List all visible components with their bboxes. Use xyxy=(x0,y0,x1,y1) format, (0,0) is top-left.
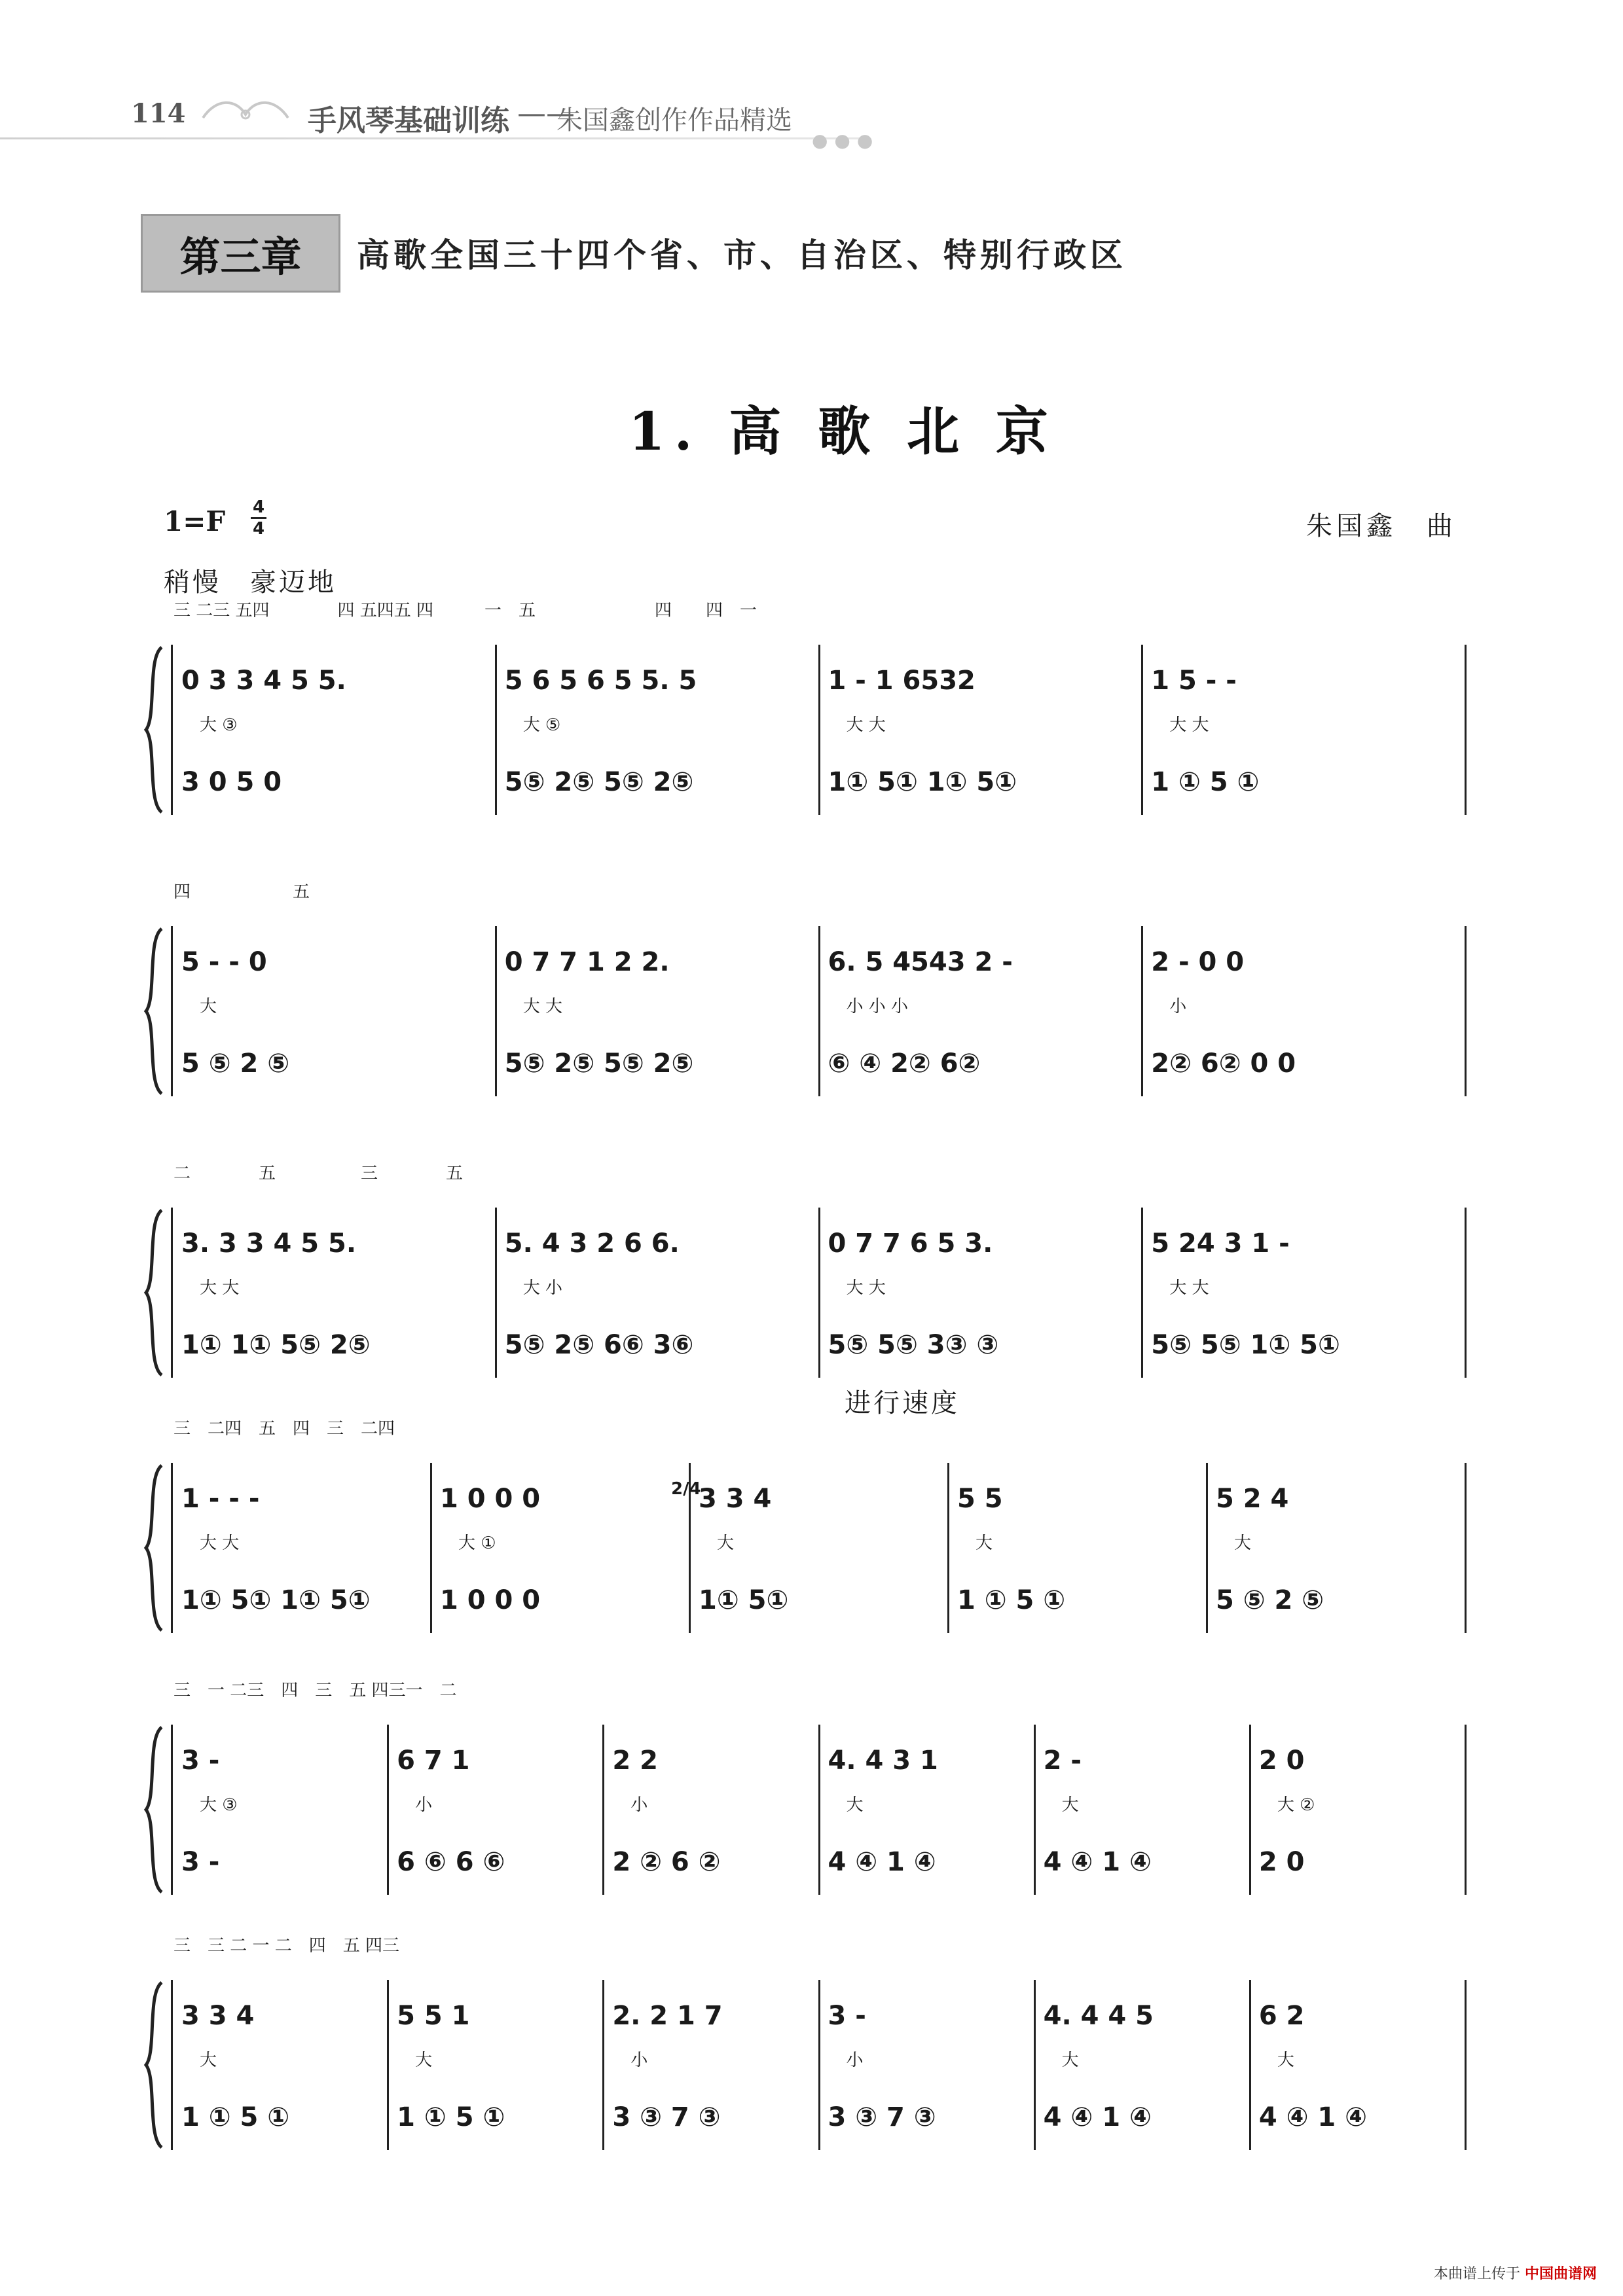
bass-register-label: 大 大 xyxy=(200,1278,240,1298)
fingering-line: 三 二三 五四 四 五四五 四 一 五 四 四 一 xyxy=(173,601,757,620)
system-start-barline xyxy=(171,1208,173,1378)
header-dots: ●●● xyxy=(812,130,880,151)
bass-register-label: 大 大 xyxy=(846,715,886,735)
system-start-barline xyxy=(171,645,173,815)
bass-register-label: 大 ③ xyxy=(200,715,238,735)
bass-register-label: 大 xyxy=(200,2051,217,2070)
score-system xyxy=(0,1164,1623,1360)
tempo-change: 进行速度 xyxy=(845,1388,960,1418)
system-brace xyxy=(141,1980,167,2150)
bass-measure: 5⑤ 2⑤ 6⑥ 3⑥ xyxy=(504,1330,694,1360)
score-system xyxy=(0,1419,1623,1615)
system-start-barline xyxy=(171,1980,173,2150)
bass-register-label: 小 xyxy=(630,2051,648,2070)
chapter-title: 高歌全国三十四个省、市、自治区、特别行政区 xyxy=(357,236,1127,274)
score-system xyxy=(0,1936,1623,2132)
treble-measure: 1 0 0 0 xyxy=(440,1484,541,1514)
page-number: 114 xyxy=(131,98,186,129)
treble-measure: 5 5 1 xyxy=(397,2001,470,2031)
treble-measure: 3 - xyxy=(828,2001,866,2031)
bass-register-label: 大 大 xyxy=(1169,1278,1209,1298)
treble-measure: 3. 3 3 4 5 5. xyxy=(181,1229,357,1259)
bass-measure: 1 ① 5 ① xyxy=(397,2102,505,2132)
treble-measure: 2. 2 1 7 xyxy=(612,2001,723,2031)
footer-site: 中国曲谱网 xyxy=(1524,2266,1597,2282)
bass-register-label: 大 xyxy=(717,1534,735,1553)
header-rule xyxy=(0,137,864,139)
time-sig-denominator: 4 xyxy=(252,519,265,539)
barline xyxy=(387,1725,389,1895)
tempo-marking: 稍慢 豪迈地 xyxy=(164,567,337,598)
bass-register-label: 小 xyxy=(630,1795,648,1815)
treble-measure: 6 2 xyxy=(1258,2001,1305,2031)
bass-measure: 5⑤ 5⑤ 3③ ③ xyxy=(828,1330,999,1360)
barline xyxy=(818,1208,820,1378)
system-brace xyxy=(141,926,167,1096)
fingering-line: 三 二四 五 四 三 二四 xyxy=(173,1419,395,1439)
bass-register-label: 大 大 xyxy=(1169,715,1209,735)
barline xyxy=(430,1463,432,1633)
title-separator: —— xyxy=(517,97,575,130)
bass-measure: 4 ④ 1 ④ xyxy=(828,1847,936,1877)
treble-measure: 5 6 5 6 5 5. 5 xyxy=(504,666,697,696)
barline xyxy=(1465,1980,1467,2150)
book-title: 手风琴基础训练 xyxy=(308,104,509,137)
system-start-barline xyxy=(171,1463,173,1633)
barline xyxy=(602,1725,604,1895)
treble-measure: 5 2 4 xyxy=(1216,1484,1289,1514)
barline xyxy=(1206,1463,1208,1633)
treble-measure: 5 5 xyxy=(957,1484,1003,1514)
bass-measure: 5⑤ 5⑤ 1① 5① xyxy=(1151,1330,1340,1360)
bass-measure: ⑥ ④ 2② 6② xyxy=(828,1049,981,1079)
composer: 朱国鑫 曲 xyxy=(1306,511,1457,541)
barline xyxy=(1034,1980,1036,2150)
bass-measure: 3 - xyxy=(181,1847,220,1877)
treble-measure: 2 - xyxy=(1043,1746,1082,1776)
barline xyxy=(818,1980,820,2150)
barline xyxy=(818,1725,820,1895)
barline xyxy=(1465,1463,1467,1633)
bass-register-label: 大 大 xyxy=(522,997,563,1016)
bass-register-label: 大 xyxy=(1277,2051,1294,2070)
bass-register-label: 小 xyxy=(415,1795,433,1815)
barline xyxy=(947,1463,949,1633)
footer-text: 本曲谱上传于 xyxy=(1433,2266,1520,2282)
treble-measure: 2 - 0 0 xyxy=(1151,947,1245,977)
bass-register-label: 小 xyxy=(846,2051,864,2070)
score-system xyxy=(0,1681,1623,1877)
barline xyxy=(1465,926,1467,1096)
system-brace xyxy=(141,1463,167,1633)
barline xyxy=(387,1980,389,2150)
treble-measure: 0 3 3 4 5 5. xyxy=(181,666,346,696)
bass-register-label: 大 xyxy=(415,2051,433,2070)
bass-measure: 1 ① 5 ① xyxy=(1151,767,1260,797)
treble-measure: 0 7 7 6 5 3. xyxy=(828,1229,993,1259)
barline xyxy=(1141,926,1143,1096)
book-subtitle: 朱国鑫创作作品精选 xyxy=(556,105,792,135)
score-system xyxy=(0,601,1623,797)
system-start-barline xyxy=(171,926,173,1096)
fingering-line: 四 五 xyxy=(173,882,310,902)
bass-register-label: 大 大 xyxy=(846,1278,886,1298)
bass-register-label: 小 小 小 xyxy=(846,997,909,1016)
barline xyxy=(818,926,820,1096)
bass-measure: 3 0 5 0 xyxy=(181,767,282,797)
treble-measure: 2 2 xyxy=(612,1746,658,1776)
bass-register-label: 大 ③ xyxy=(200,1795,238,1815)
barline xyxy=(1465,1725,1467,1895)
fingering-line: 三 一 二三 四 三 五 四三一 二 xyxy=(173,1681,457,1700)
barline xyxy=(1249,1980,1251,2150)
barline xyxy=(1465,645,1467,815)
barline xyxy=(495,926,497,1096)
bass-measure: 2 0 xyxy=(1258,1847,1305,1877)
bass-measure: 2 ② 6 ② xyxy=(612,1847,721,1877)
barline xyxy=(602,1980,604,2150)
bass-measure: 1 ① 5 ① xyxy=(181,2102,290,2132)
treble-measure: 6 7 1 xyxy=(397,1746,470,1776)
fingering-line: 三 三 二 一 二 四 五 四三 xyxy=(173,1936,400,1956)
bass-measure: 5 ⑤ 2 ⑤ xyxy=(1216,1585,1324,1615)
time-sig-numerator: 4 xyxy=(252,497,265,517)
treble-measure: 5. 4 3 2 6 6. xyxy=(504,1229,680,1259)
barline xyxy=(1465,1208,1467,1378)
treble-measure: 3 3 4 xyxy=(181,2001,255,2031)
treble-measure: 3 - xyxy=(181,1746,220,1776)
barline xyxy=(1249,1725,1251,1895)
treble-measure: 3 3 4 xyxy=(699,1484,772,1514)
bass-measure: 4 ④ 1 ④ xyxy=(1043,1847,1152,1877)
treble-measure: 5 24 3 1 - xyxy=(1151,1229,1290,1259)
treble-measure: 4. 4 4 5 xyxy=(1043,2001,1154,2031)
bass-measure: 4 ④ 1 ④ xyxy=(1258,2102,1368,2132)
system-start-barline xyxy=(171,1725,173,1895)
time-signature xyxy=(246,497,272,539)
bass-register-label: 大 xyxy=(1061,2051,1079,2070)
treble-measure: 1 - 1 6532 xyxy=(828,666,976,696)
bass-register-label: 大 大 xyxy=(200,1534,240,1553)
bass-register-label: 大 ② xyxy=(1277,1795,1315,1815)
bass-measure: 1① 5① xyxy=(699,1585,789,1615)
bass-measure: 1 0 0 0 xyxy=(440,1585,541,1615)
treble-measure: 5 - - 0 xyxy=(181,947,267,977)
bass-measure: 5⑤ 2⑤ 5⑤ 2⑤ xyxy=(504,767,694,797)
barline xyxy=(495,645,497,815)
bass-register-label: 大 xyxy=(976,1534,993,1553)
time-signature-change: 2/4 xyxy=(671,1479,701,1499)
barline xyxy=(1034,1725,1036,1895)
bass-measure: 6 ⑥ 6 ⑥ xyxy=(397,1847,505,1877)
bass-measure: 5⑤ 2⑤ 5⑤ 2⑤ xyxy=(504,1049,694,1079)
barline xyxy=(818,645,820,815)
bass-measure: 3 ③ 7 ③ xyxy=(828,2102,936,2132)
treble-measure: 0 7 7 1 2 2. xyxy=(504,947,670,977)
bass-register-label: 大 xyxy=(200,997,217,1016)
barline xyxy=(495,1208,497,1378)
system-brace xyxy=(141,645,167,815)
key-signature: 1=F xyxy=(164,505,226,537)
song-title: 1. 高 歌 北 京 xyxy=(629,401,1057,462)
bass-register-label: 大 xyxy=(1234,1534,1252,1553)
bass-register-label: 大 ⑤ xyxy=(522,715,561,735)
bass-measure: 5 ⑤ 2 ⑤ xyxy=(181,1049,290,1079)
barline xyxy=(1141,645,1143,815)
treble-measure: 6. 5 4543 2 - xyxy=(828,947,1013,977)
barline xyxy=(1141,1208,1143,1378)
bass-measure: 2② 6② 0 0 xyxy=(1151,1049,1296,1079)
bass-measure: 1① 5① 1① 5① xyxy=(181,1585,371,1615)
bass-measure: 1① 1① 5⑤ 2⑤ xyxy=(181,1330,371,1360)
bass-register-label: 小 xyxy=(1169,997,1187,1016)
fingering-line: 二 五 三 五 xyxy=(173,1164,464,1183)
bass-register-label: 大 xyxy=(1061,1795,1079,1815)
bass-register-label: 大 xyxy=(846,1795,864,1815)
bass-measure: 1 ① 5 ① xyxy=(957,1585,1066,1615)
bass-register-label: 大 小 xyxy=(522,1278,563,1298)
bass-measure: 3 ③ 7 ③ xyxy=(612,2102,721,2132)
bass-measure: 4 ④ 1 ④ xyxy=(1043,2102,1152,2132)
treble-measure: 2 0 xyxy=(1258,1746,1305,1776)
bass-register-label: 大 ① xyxy=(458,1534,496,1553)
treble-measure: 1 5 - - xyxy=(1151,666,1237,696)
ornament-icon xyxy=(196,92,295,131)
treble-measure: 4. 4 3 1 xyxy=(828,1746,938,1776)
treble-measure: 1 - - - xyxy=(181,1484,260,1514)
system-brace xyxy=(141,1725,167,1895)
bass-measure: 1① 5① 1① 5① xyxy=(828,767,1017,797)
chapter-label: 第三章 xyxy=(141,214,340,293)
system-brace xyxy=(141,1208,167,1378)
footer xyxy=(1434,2263,1597,2283)
